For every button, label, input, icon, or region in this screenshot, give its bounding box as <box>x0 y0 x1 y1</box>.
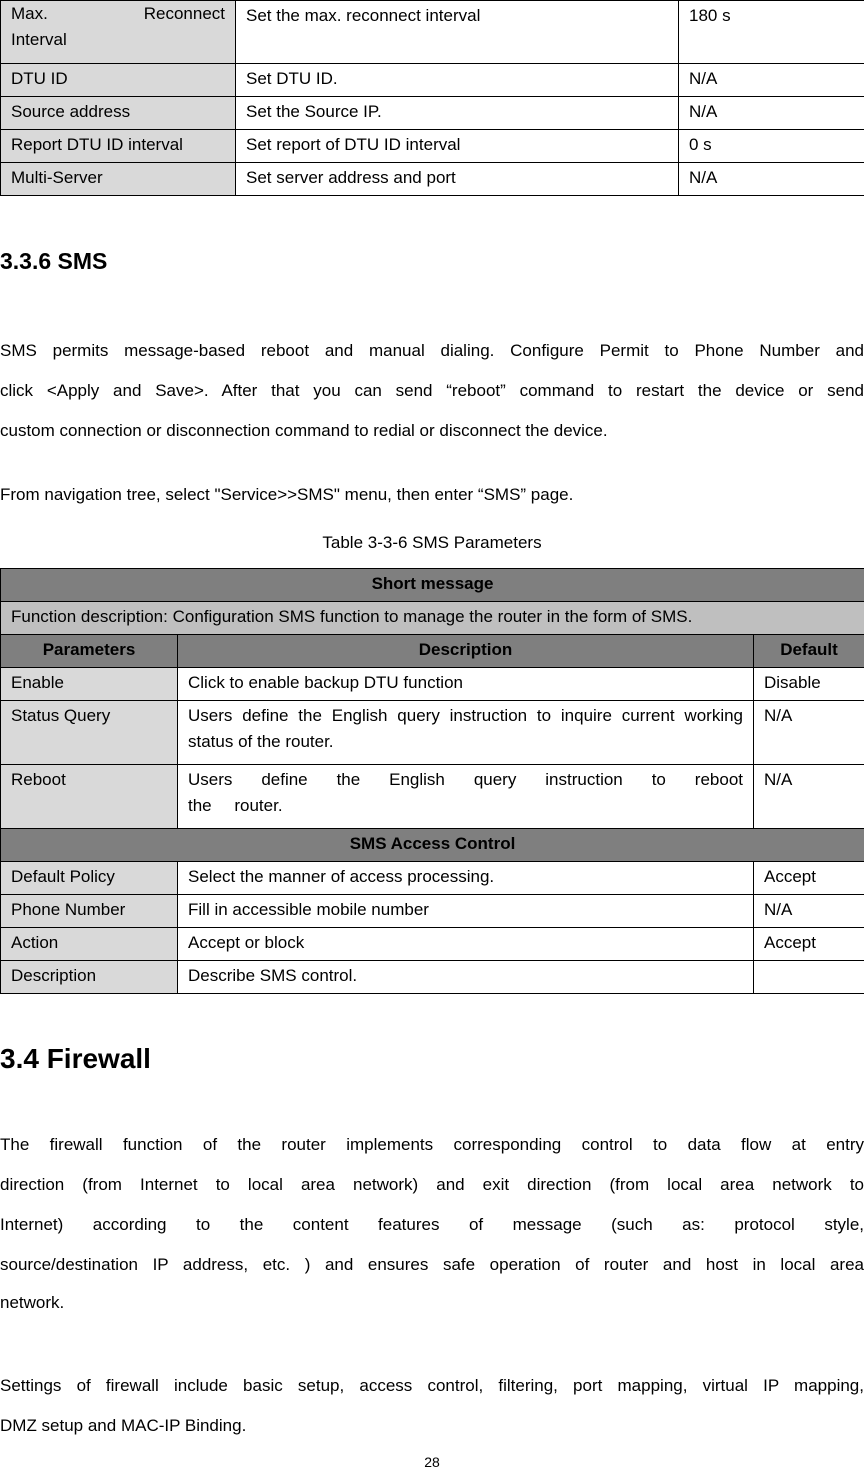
desc-cell: Set the Source IP. <box>236 97 679 130</box>
param-cell: Multi-Server <box>1 163 236 196</box>
sms-access-control-title: SMS Access Control <box>1 829 864 862</box>
table-row <box>1 765 864 829</box>
default-cell: Accept <box>754 928 864 961</box>
param-cell: Reboot <box>1 765 178 829</box>
header-parameters: Parameters <box>1 635 178 668</box>
default-cell: 0 s <box>679 130 864 163</box>
table-title-row <box>1 569 864 602</box>
table-row <box>1 130 864 163</box>
table-caption: Table 3-3-6 SMS Parameters <box>322 533 542 552</box>
section-heading-sms: 3.3.6 SMS <box>0 248 108 274</box>
table-row <box>1 64 864 97</box>
default-cell: N/A <box>754 895 864 928</box>
table-row <box>1 961 864 994</box>
default-cell: N/A <box>754 701 864 765</box>
function-description: Function description: Configuration SMS function to manage the router in the form of SMS. <box>1 602 864 635</box>
sms-intro-paragraph: SMS permits message-based reboot and manual dialing. Configure Permit to Phone Number and click <Apply and Save>. After that you can send “reboot” command to restart the device or send custom connection or disconnection command to redial or disconnect the device. <box>0 341 864 440</box>
default-cell: 180 s <box>679 1 864 64</box>
desc-cell: Set DTU ID. <box>236 64 679 97</box>
page-number: 28 <box>424 1454 440 1470</box>
param-cell: Report DTU ID interval <box>1 130 236 163</box>
sms-parameters-table <box>0 568 864 994</box>
default-cell: N/A <box>679 163 864 196</box>
sms-nav-paragraph: From navigation tree, select "Service>>SMS" menu, then enter “SMS” page. <box>0 485 574 504</box>
default-cell: Disable <box>754 668 864 701</box>
header-description: Description <box>178 635 754 668</box>
default-cell: Accept <box>754 862 864 895</box>
default-cell: N/A <box>679 97 864 130</box>
desc-cell: Users define the English query instruction to inquire current working status of the router. <box>178 701 754 765</box>
param-cell: Default Policy <box>1 862 178 895</box>
desc-cell: Click to enable backup DTU function <box>178 668 754 701</box>
table-row <box>1 895 864 928</box>
default-cell: N/A <box>679 64 864 97</box>
param-cell: Source address <box>1 97 236 130</box>
table-row <box>1 862 864 895</box>
table-row <box>1 701 864 765</box>
short-message-title: Short message <box>1 569 864 602</box>
table-row <box>1 97 864 130</box>
param-cell: Action <box>1 928 178 961</box>
desc-cell: Set the max. reconnect interval <box>236 1 679 64</box>
desc-cell: Fill in accessible mobile number <box>178 895 754 928</box>
dtu-parameters-table <box>0 0 864 196</box>
firewall-settings-paragraph: Settings of firewall include basic setup, access control, filtering, port mapping, virtual IP mapping, DMZ setup and MAC-IP Binding. <box>0 1376 864 1435</box>
param-cell: Description <box>1 961 178 994</box>
firewall-intro-paragraph: The firewall function of the router implements corresponding control to data flow at entry direction (from Internet to local area network) and exit direction (from local area network to Internet) according to the content features of message (such as: protocol style, source/destination IP address, etc. ) and ensures safe operation of router and host in local area network. <box>0 1135 864 1312</box>
param-cell: Phone Number <box>1 895 178 928</box>
table-title-row <box>1 829 864 862</box>
function-description-row <box>1 602 864 635</box>
header-default: Default <box>754 635 864 668</box>
param-cell: Enable <box>1 668 178 701</box>
desc-cell: Set report of DTU ID interval <box>236 130 679 163</box>
table-row <box>1 1 864 64</box>
desc-cell: Accept or block <box>178 928 754 961</box>
table-row <box>1 163 864 196</box>
desc-cell: Set server address and port <box>236 163 679 196</box>
header-row <box>1 635 864 668</box>
desc-cell: Select the manner of access processing. <box>178 862 754 895</box>
default-cell: N/A <box>754 765 864 829</box>
desc-cell: Users define the English query instruction to reboot the router. <box>178 765 754 829</box>
section-heading-firewall: 3.4 Firewall <box>0 1043 151 1074</box>
default-cell <box>754 961 864 994</box>
table-row <box>1 928 864 961</box>
param-cell: Max. Reconnect Interval <box>1 1 236 64</box>
param-cell: Status Query <box>1 701 178 765</box>
param-cell: DTU ID <box>1 64 236 97</box>
desc-cell: Describe SMS control. <box>178 961 754 994</box>
table-row <box>1 668 864 701</box>
